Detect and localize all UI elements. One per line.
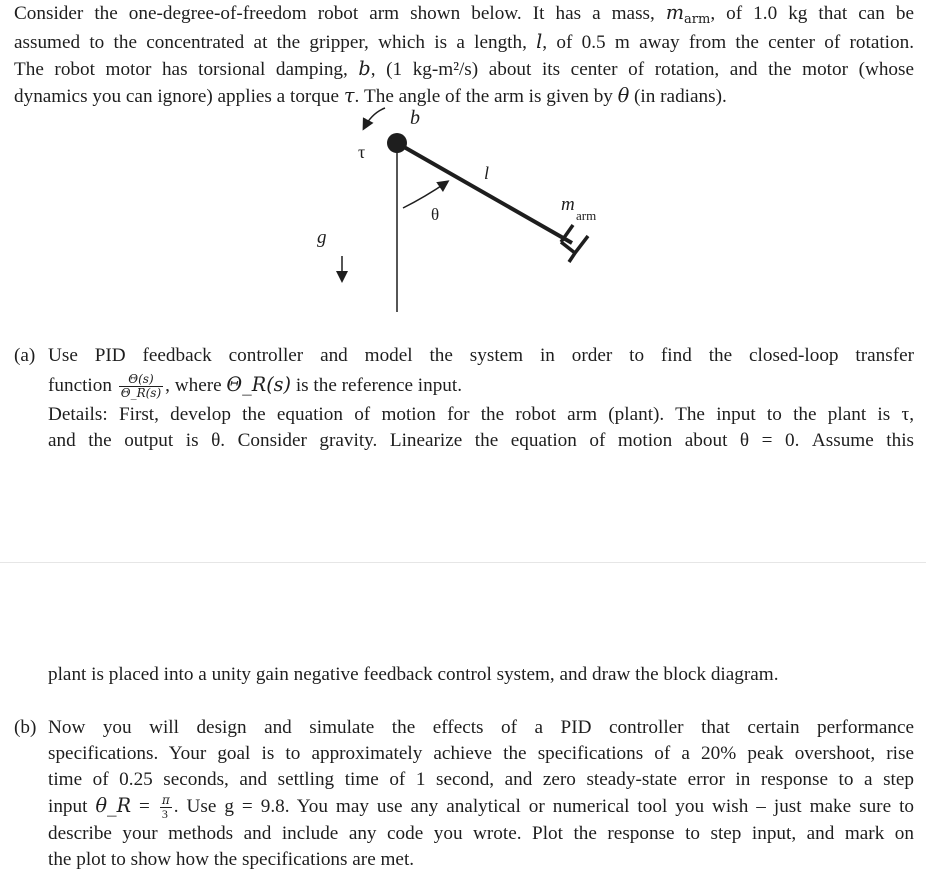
intro-line-4: dynamics you can ignore) applies a torque τ. The angle of the arm is given by θ (in radians). bbox=[14, 84, 727, 107]
label-m-sub: arm bbox=[576, 208, 597, 223]
part-b-line-6: the plot to show how the specifications are met. bbox=[48, 849, 415, 871]
gripper-icon bbox=[561, 225, 588, 262]
pi-over-3-fraction: $\frac{\pi}{3}$ bbox=[161, 793, 170, 822]
torque-arrow-icon bbox=[364, 108, 385, 128]
part-a-line-1: (a) Use PID feedback controller and model the system in order to find the closed-loop transfer bbox=[14, 345, 914, 366]
label-l: l bbox=[484, 163, 490, 183]
part-b-line-5: describe your methods and include any code you wrote. Plot the response to step input, and mark on bbox=[48, 823, 914, 845]
label-theta: θ bbox=[431, 205, 440, 224]
label-m: m bbox=[561, 194, 575, 215]
pivot-joint bbox=[387, 133, 407, 153]
theta-arc-arrow-icon bbox=[403, 182, 447, 208]
part-a-line-2: function $\frac{\Theta(s)}{\Theta\_R(s)}$ , where Θ_R(s) is the reference input. bbox=[48, 372, 463, 401]
part-a-line-3: Details: First, develop the equation of motion for the robot arm (plant). The input to the plant is τ, bbox=[48, 404, 914, 425]
part-a-line-4: and the output is θ. Consider gravity. Linearize the equation of motion about θ = 0. Assume this bbox=[48, 430, 914, 451]
robot-arm-link bbox=[397, 143, 572, 243]
intro-line-3: The robot motor has torsional damping, b, (1 kg-m²/s) about its center of rotation, and the motor (whose bbox=[14, 57, 914, 80]
part-a-continued: plant is placed into a unity gain negative feedback control system, and draw the block diagram. bbox=[48, 664, 779, 685]
intro-line-1: Consider the one-degree-of-freedom robot arm shown below. It has a mass, $m_{arm}$, of 1.0 kg that can be bbox=[14, 1, 914, 27]
part-b bbox=[14, 715, 914, 873]
robot-arm-figure bbox=[0, 0, 926, 330]
part-b-line-4: input θ_R = $\frac{\pi}{3}$ . Use g = 9.8. You may use any analytical or numerical tool you wish – just make sure to bbox=[48, 793, 915, 822]
page-break-divider bbox=[0, 562, 926, 563]
label-tau: τ bbox=[358, 142, 366, 162]
part-b-line-2: specifications. Your goal is to approximately achieve the specifications of a 20% peak overshoot, rise bbox=[48, 743, 914, 764]
label-g: g bbox=[317, 227, 327, 248]
label-b: b bbox=[410, 107, 420, 129]
transfer-function-fraction: $\frac{\Theta(s)}{\Theta\_R(s)}$ bbox=[120, 372, 162, 401]
part-b-line-3: time of 0.25 seconds, and settling time of 1 second, and zero steady-state error in response to a step bbox=[48, 769, 914, 790]
part-b-line-1: (b) Now you will design and simulate the effects of a PID controller that certain performance bbox=[14, 717, 914, 738]
part-a bbox=[14, 343, 914, 454]
intro-line-2: assumed to the concentrated at the gripper, which is a length, l, of 0.5 m away from the center of rotation. bbox=[14, 30, 914, 53]
